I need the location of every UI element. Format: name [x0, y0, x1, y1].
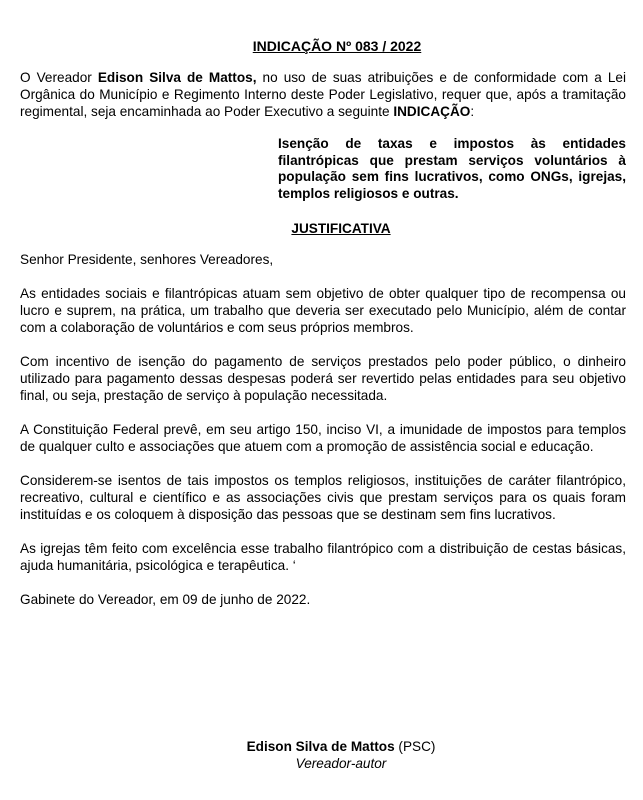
subject-block: Isenção de taxas e impostos às entidades filantrópicas que prestam serviços voluntários à população sem fins lucrativos, como ONGs, igrejas, templos religiosos e outras. — [278, 136, 626, 201]
signature-role: Vereador-autor — [295, 756, 387, 771]
intro-author-name: Edison Silva de Mattos, — [97, 70, 257, 85]
paragraph-greeting: Senhor Presidente, senhores Vereadores, — [20, 252, 274, 267]
intro-prefix: O Vereador — [20, 70, 98, 85]
paragraph-1: As entidades sociais e filantrópicas atuam sem objetivo de obter qualquer tipo de recompensa ou lucro e suprem, na prática, um trabalho que deveria ser executado pelo Município, além de contar com a colaboração de voluntários e com seus próprios membros. — [20, 286, 626, 335]
paragraph-4: Considerem-se isentos de tais impostos os templos religiosos, instituições de caráter filantrópico, recreativo, cultural e científico e as associações civis que prestam serviços para os quais foram instituídas e os coloquem à disposição das pessoas que se destinam sem fins lucrativos. — [20, 473, 626, 522]
document-title: INDICAÇÃO Nº 083 / 2022 — [252, 38, 422, 54]
paragraph-3: A Constituição Federal prevê, em seu artigo 150, inciso VI, a imunidade de impostos para templos de qualquer culto e associações que atuem com a promoção de assistência social e educação. — [20, 422, 626, 454]
signature-party: (PSC) — [394, 739, 436, 754]
paragraph-2: Com incentivo de isenção do pagamento de serviços prestados pelo poder público, o dinheiro utilizado para pagamento dessas despesas poderá ser revertido pelas entidades para seu objetivo final, ou seja, prestação de serviço à população necessitada. — [20, 354, 626, 403]
intro-paragraph — [20, 69, 626, 120]
intro-keyword: INDICAÇÃO — [393, 104, 471, 119]
paragraph-5: As igrejas têm feito com excelência esse trabalho filantrópico com a distribuição de cestas básicas, ajuda humanitária, psicológica e terapêutica. ‘ — [20, 541, 626, 573]
document-page — [20, 38, 626, 771]
intro-middle: no uso de suas atribuições e de conformidade com a Lei Orgânica do Município e Regimento Interno deste Poder Legislativo, requer que, após a tramitação regimental, seja encaminhada ao Poder Executivo a seguinte — [20, 70, 626, 119]
date-line: Gabinete do Vereador, em 09 de junho de 2022. — [20, 592, 311, 607]
justification-title: JUSTIFICATIVA — [291, 221, 391, 236]
signature-block — [20, 738, 626, 772]
signature-line — [56, 738, 626, 755]
intro-suffix: : — [470, 104, 475, 119]
signature-name: Edison Silva de Mattos — [246, 739, 395, 754]
